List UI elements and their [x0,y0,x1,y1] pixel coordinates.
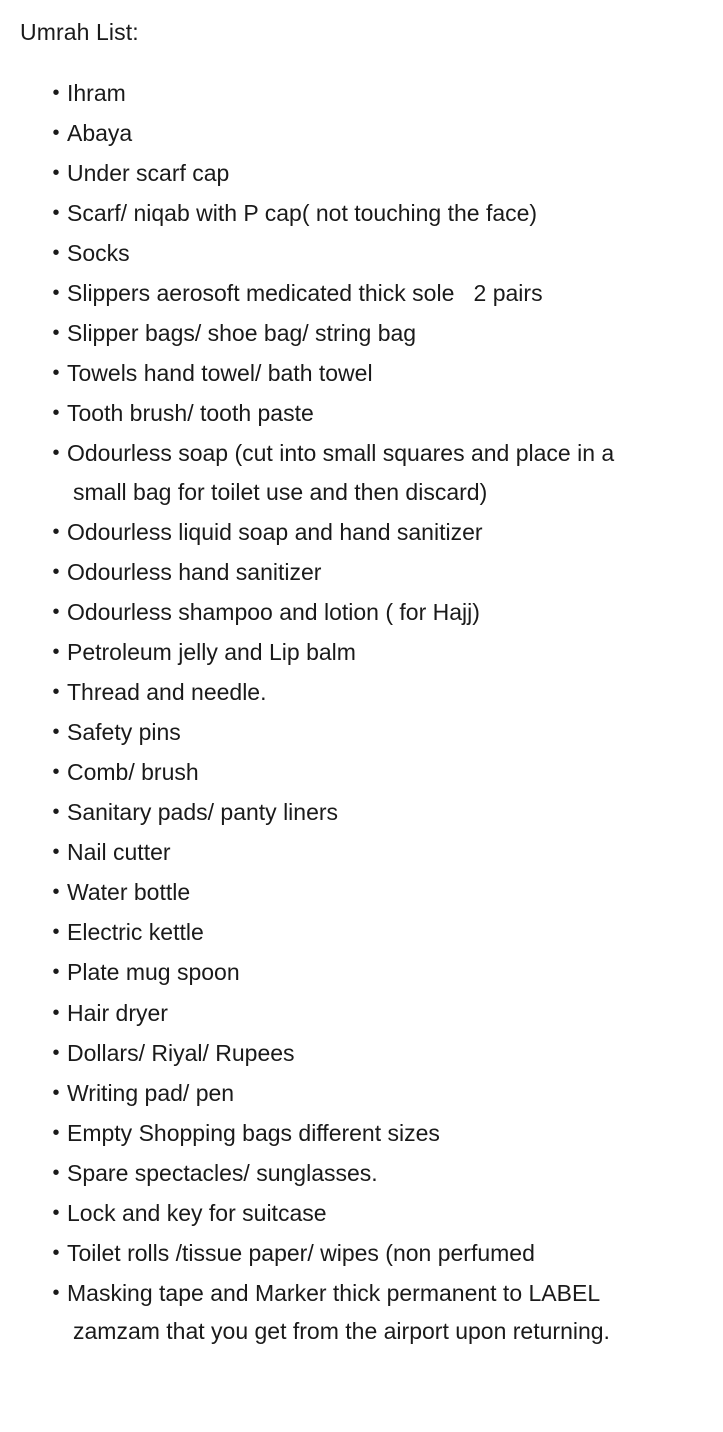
bullet-icon: • [52,1081,60,1104]
packing-list [0,74,723,1352]
list-item [0,1034,723,1073]
list-item-text: Sanitary pads/ panty liners [67,799,339,826]
bullet-icon: • [52,681,60,704]
list-item-text: Toilet rolls /tissue paper/ wipes (non perfumed [67,1239,535,1266]
bullet-icon: • [52,202,60,225]
list-item-text: Odourless shampoo and lotion ( for Hajj) [67,599,480,626]
bullet-icon: • [52,1241,60,1264]
list-item [0,833,723,872]
bullet-icon: • [52,82,60,104]
list-item [0,873,723,912]
list-item-text: Spare spectacles/ sunglasses. [67,1159,378,1186]
list-item-text: Water bottle [67,879,191,906]
bullet-icon: • [52,242,60,265]
list-item [0,633,723,672]
list-item-text: Lock and key for suitcase [67,1199,327,1226]
list-item-text: Under scarf cap [67,160,230,187]
list-item [0,1234,723,1273]
bullet-icon: • [52,761,60,784]
list-item [0,793,723,832]
list-item-text: Electric kettle [67,919,204,946]
list-item-text: Hair dryer [67,999,168,1026]
list-item-continuation: zamzam that you get from the airport upon returning. [73,1318,610,1345]
list-item-text: Thread and needle. [67,679,267,706]
bullet-icon: • [52,1121,60,1144]
list-item [0,593,723,632]
list-item [0,314,723,353]
list-item-text: Writing pad/ pen [67,1079,235,1106]
list-item-text: Odourless liquid soap and hand sanitizer [67,518,483,545]
list-item [0,274,723,313]
bullet-icon: • [52,520,60,543]
bullet-icon: • [52,1001,60,1024]
bullet-icon: • [52,841,60,864]
bullet-icon: • [52,721,60,744]
list-item [0,1154,723,1193]
list-item [0,1074,723,1113]
list-item [0,114,723,153]
list-item-text: Empty Shopping bags different sizes [67,1119,440,1146]
document-title: Umrah List: [20,19,139,45]
list-item [0,673,723,712]
list-item [0,994,723,1033]
bullet-icon: • [52,801,60,824]
list-item [0,513,723,552]
list-item-text: Slippers aerosoft medicated thick sole 2 pairs [67,280,543,307]
list-item [0,234,723,273]
list-item-text: Slipper bags/ shoe bag/ string bag [67,320,417,347]
list-item [0,1114,723,1153]
bullet-icon: • [52,1201,60,1224]
bullet-icon: • [52,402,60,425]
bullet-icon: • [52,601,60,624]
list-item-text: Towels hand towel/ bath towel [67,360,373,387]
list-item [0,74,723,113]
list-item [0,753,723,792]
list-item-continuation: small bag for toilet use and then discard) [73,478,488,505]
list-item [0,354,723,393]
list-item [0,434,723,511]
bullet-icon: • [52,122,60,145]
list-item [0,1274,723,1351]
list-item-text: Safety pins [67,719,181,746]
list-item-text: Dollars/ Riyal/ Rupees [67,1039,295,1066]
list-item-text: Odourless hand sanitizer [67,559,322,586]
list-item [0,154,723,193]
bullet-icon: • [52,162,60,185]
list-item-text: Comb/ brush [67,759,199,786]
list-item-text: Masking tape and Marker thick permanent to LABEL [67,1279,601,1306]
bullet-icon: • [52,561,60,584]
list-item-text: Abaya [67,120,133,147]
bullet-icon: • [52,1161,60,1184]
list-item-text: Socks [67,240,130,267]
list-item-text: Plate mug spoon [67,959,240,986]
bullet-icon: • [52,442,60,465]
list-item [0,913,723,952]
list-item [0,553,723,592]
bullet-icon: • [52,641,60,664]
bullet-icon: • [52,881,60,904]
bullet-icon: • [52,1281,60,1304]
list-item-text: Nail cutter [67,839,171,866]
list-item [0,1194,723,1233]
list-item-text: Odourless soap (cut into small squares and place in a [67,440,615,467]
bullet-icon: • [52,921,60,944]
list-item-text: Petroleum jelly and Lip balm [67,639,356,666]
list-item-text: Scarf/ niqab with P cap( not touching the face) [67,200,538,227]
list-item [0,194,723,233]
bullet-icon: • [52,1041,60,1064]
list-item-text: Ihram [67,80,126,106]
bullet-icon: • [52,362,60,385]
bullet-icon: • [52,961,60,984]
list-item [0,394,723,433]
list-item-text: Tooth brush/ tooth paste [67,400,314,427]
list-item [0,713,723,752]
bullet-icon: • [52,282,60,305]
list-item [0,953,723,992]
bullet-icon: • [52,322,60,345]
